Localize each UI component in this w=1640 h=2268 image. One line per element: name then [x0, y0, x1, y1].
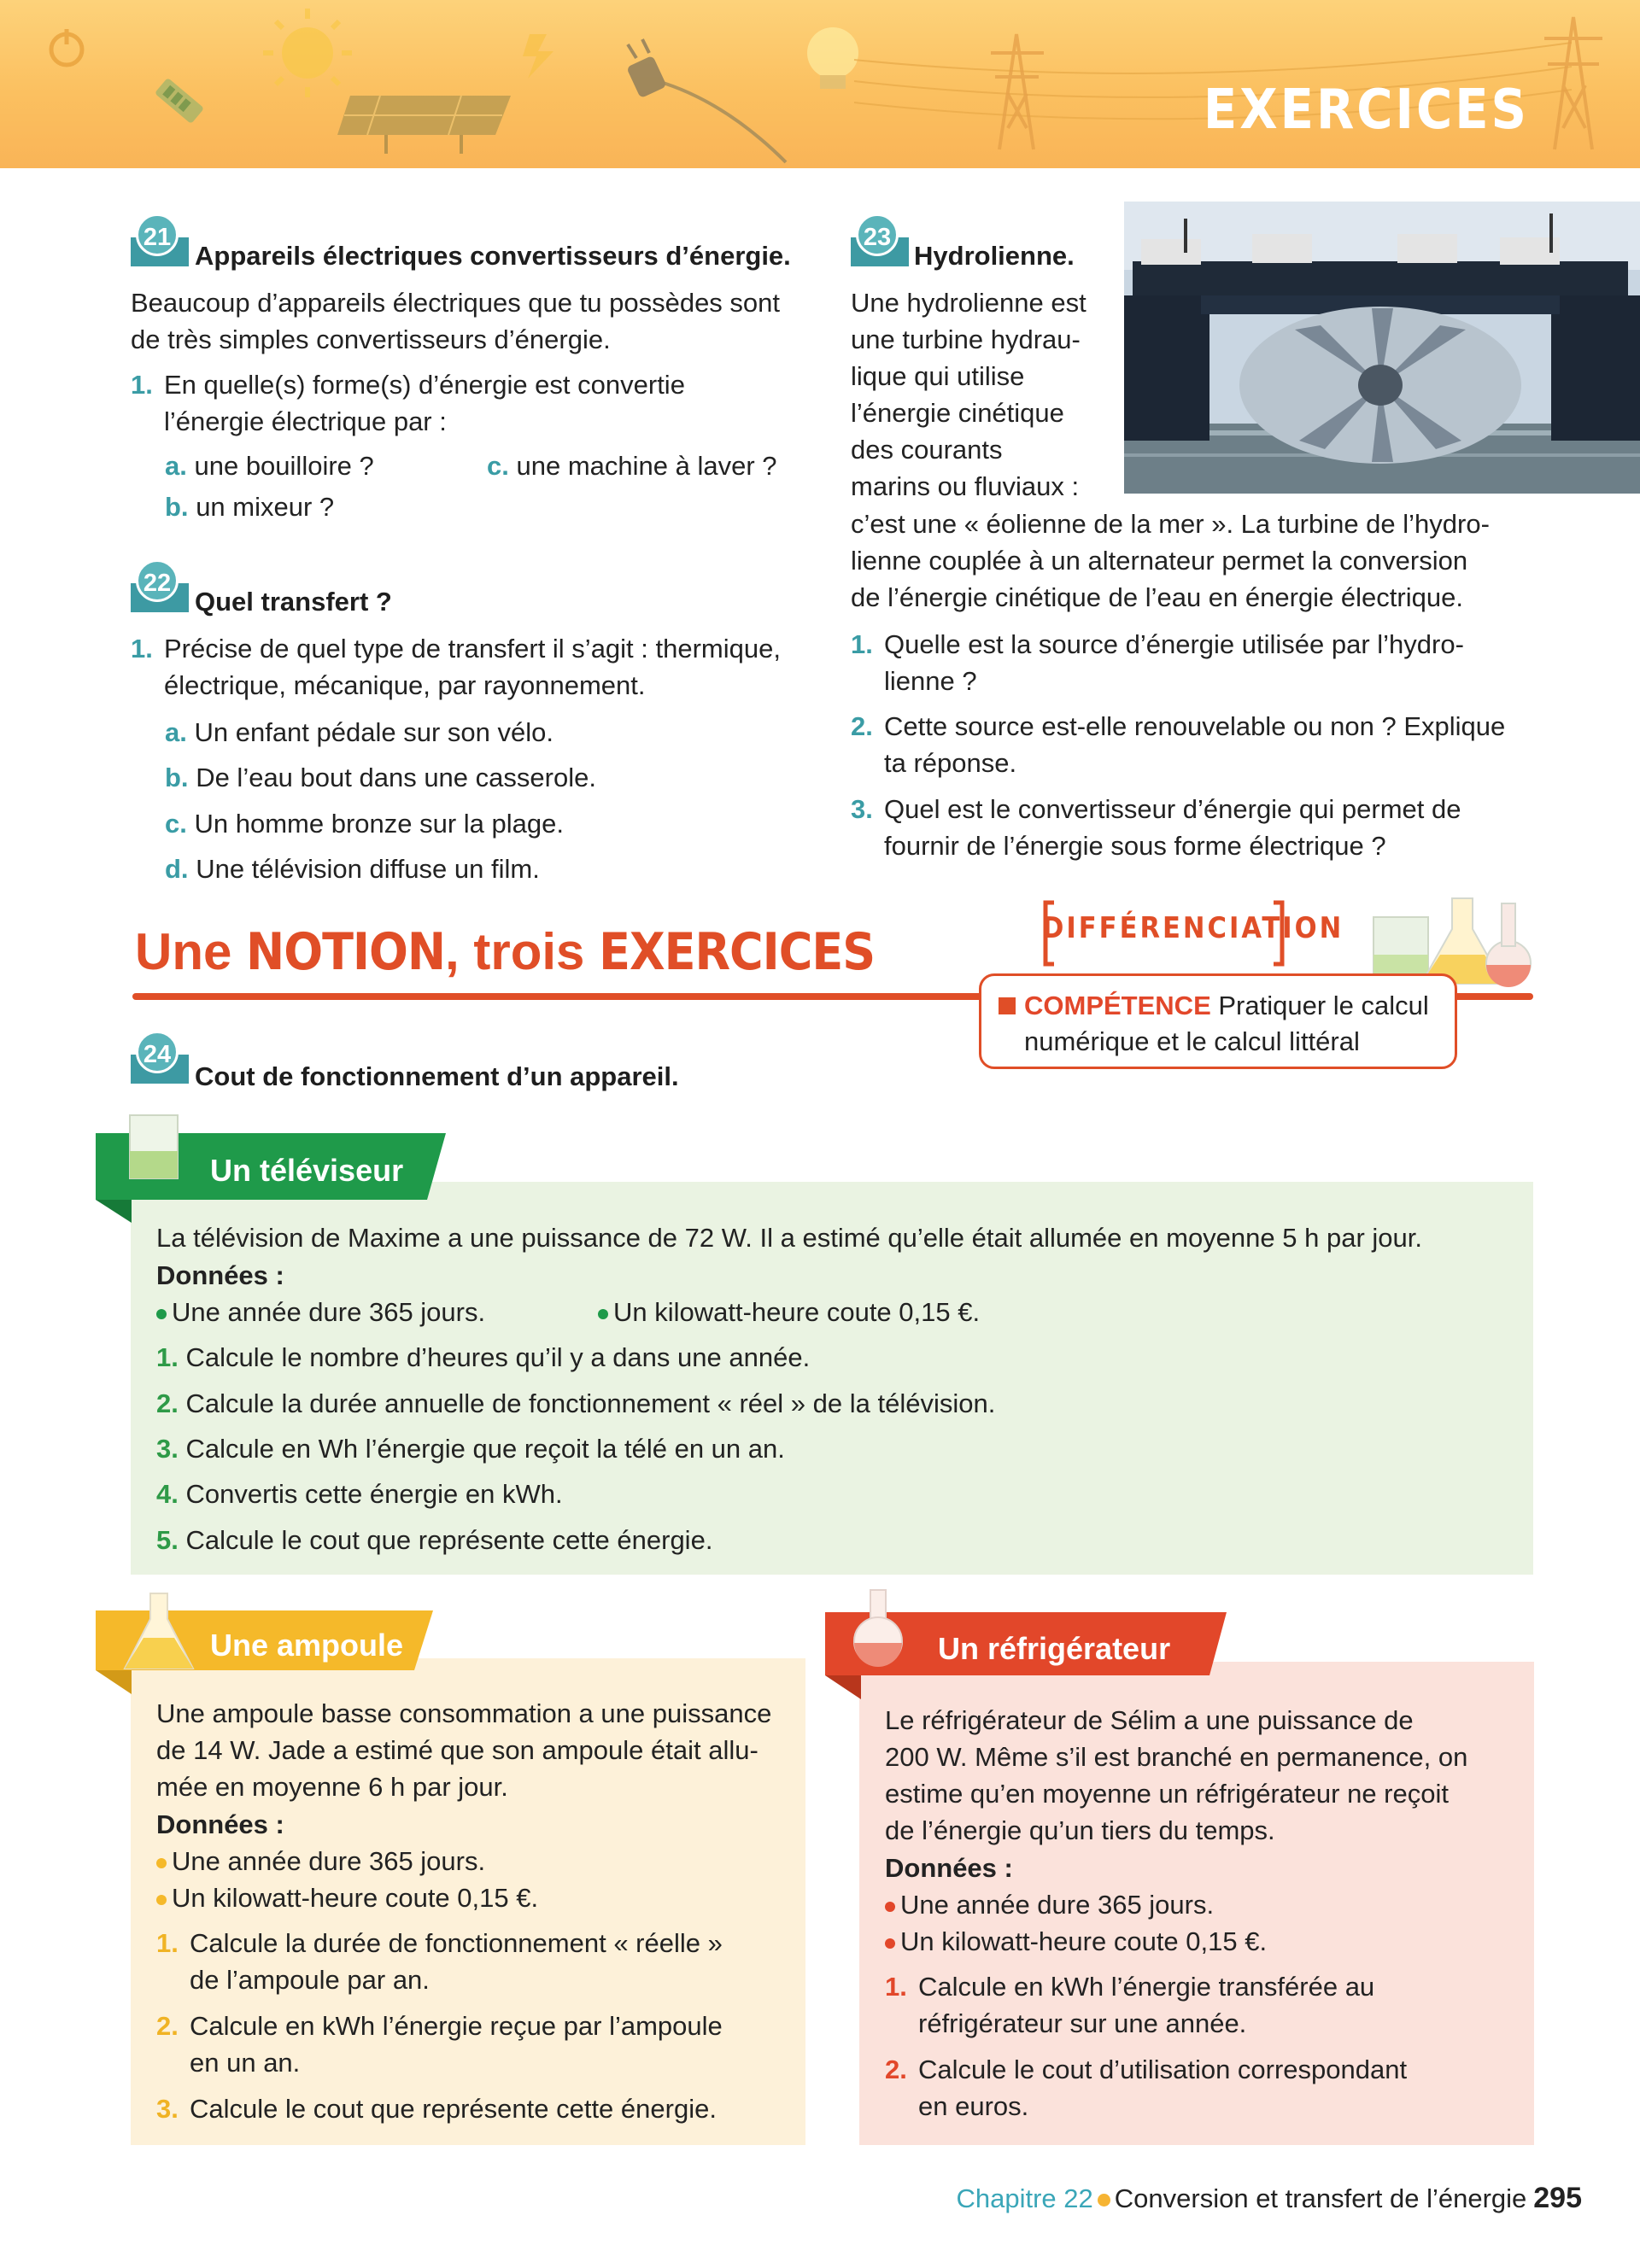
tv-data-item: Un kilowatt-heure coute 0,15 €. — [598, 1294, 980, 1330]
answer-option-c: c. Un homme bronze sur la plage. — [165, 809, 564, 839]
bulb-question-3: 3. — [156, 2094, 179, 2124]
tv-data-item: Une année dure 365 jours. — [156, 1294, 485, 1330]
exercise-number-badge: 23 — [851, 213, 905, 268]
fridge-tag-label: Un réfrigérateur — [938, 1631, 1171, 1666]
answer-option-a: a. une bouilloire ? — [165, 451, 374, 481]
tv-question-5: 5. Calcule le cout que représente cette énergie. — [156, 1525, 713, 1555]
lightning-icon — [523, 34, 554, 79]
exercise-22-question-1: 1. — [131, 634, 153, 663]
bulb-data-item: Un kilowatt-heure coute 0,15 €. — [156, 1879, 538, 1916]
chapter-label: Chapitre 22 — [956, 2183, 1093, 2213]
exercise-21-intro: Beaucoup d’appareils électriques que tu possèdes sont de très simples convertisseurs d’énergie. — [131, 288, 781, 354]
exercise-24-title: Cout de fonctionnement d’un appareil. — [195, 1061, 679, 1091]
tv-question-1: 1. Calcule le nombre d’heures qu’il y a dans une année. — [156, 1342, 811, 1372]
tv-question-2: 2. Calcule la durée annuelle de fonctionnement « réel » de la télévision. — [156, 1388, 996, 1418]
page-header — [0, 0, 1640, 168]
fridge-data-item: Un kilowatt-heure coute 0,15 €. — [885, 1923, 1267, 1960]
differentiation-label: DIFFÉRENCIATION — [1042, 899, 1286, 967]
question-text: Cette source est-elle renouvelable ou non ? Explique — [884, 711, 1506, 741]
competence-box: COMPÉTENCE Pratiquer le calcul numérique et le calcul littéral — [979, 973, 1457, 1069]
tidal-turbine-photo — [1124, 202, 1640, 494]
bulb-donnees-label: Données : — [156, 1809, 284, 1839]
plug-icon — [626, 39, 786, 162]
light-bulb-icon — [807, 27, 858, 89]
question-text: lienne ? — [884, 666, 977, 696]
tv-question-3: 3. Calcule en Wh l’énergie que reçoit la télé en un an. — [156, 1434, 785, 1464]
exercise-23-question-1: 1. — [851, 629, 873, 659]
exercise-number-badge: 22 — [131, 559, 185, 614]
competence-square-icon — [999, 997, 1016, 1014]
exercise-number-badge: 21 — [131, 213, 185, 268]
solar-panel-icon — [337, 96, 511, 154]
fridge-donnees-label: Données : — [885, 1853, 1013, 1883]
exercise-23-text: c’est une « éolienne de la mer ». La turbine de l’hydro- lienne couplée à un alternateur permet la conversion de l’énergie cinétique de l’eau en énergie électrique. — [851, 509, 1490, 612]
footer-bullet-icon — [1098, 2194, 1110, 2207]
question-text: électrique, mécanique, par rayonnement. — [164, 670, 646, 700]
battery-icon — [155, 78, 204, 124]
bulb-question-1: 1. — [156, 1928, 179, 1958]
fridge-question-2: 2. — [885, 2055, 907, 2084]
exercise-21-question-1: 1. — [131, 370, 153, 400]
exercise-21-title: Appareils électriques convertisseurs d’énergie. — [195, 241, 791, 271]
answer-option-c: c. une machine à laver ? — [487, 451, 777, 481]
fridge-intro: Le réfrigérateur de Sélim a une puissance de 200 W. Même s’il est branché en permanence, on estime qu’en moyenne un réfrigérateur ne reçoit de l’énergie qu’un tiers du temps. — [885, 1705, 1468, 1845]
answer-option-b: b. un mixeur ? — [165, 492, 335, 522]
answer-option-a: a. Un enfant pédale sur son vélo. — [165, 717, 554, 747]
exercise-number-badge: 24 — [131, 1031, 185, 1085]
beaker-icon — [126, 1112, 181, 1182]
exercise-23-intro: Une hydrolienne est une turbine hydrau- lique qui utilise l’énergie cinétique des courants marins ou fluviaux : — [851, 288, 1086, 501]
answer-option-b: b. De l’eau bout dans une casserole. — [165, 763, 596, 792]
fridge-data-item: Une année dure 365 jours. — [885, 1886, 1214, 1923]
exercise-23-question-3: 3. — [851, 794, 873, 824]
question-text: l’énergie électrique par : — [164, 406, 447, 436]
section-title: EXERCICES — [1203, 79, 1529, 142]
round-flask-icon — [848, 1587, 908, 1669]
exercise-23-title: Hydrolienne. — [914, 241, 1075, 271]
page-footer — [957, 2182, 1583, 2215]
question-text: fournir de l’énergie sous forme électrique ? — [884, 831, 1386, 861]
exercise-23-question-2: 2. — [851, 711, 873, 741]
power-icon — [51, 29, 82, 65]
sun-icon — [263, 9, 352, 97]
bulb-question-2: 2. — [156, 2011, 179, 2041]
page-number: 295 — [1533, 2182, 1582, 2214]
competence-label: COMPÉTENCE — [1024, 991, 1211, 1020]
tv-question-4: 4. Convertis cette énergie en kWh. — [156, 1479, 563, 1509]
question-text: En quelle(s) forme(s) d’énergie est convertie — [164, 370, 685, 400]
answer-option-d: d. Une télévision diffuse un film. — [165, 854, 540, 884]
tv-tag-label: Un téléviseur — [210, 1153, 404, 1188]
question-text: ta réponse. — [884, 748, 1017, 778]
question-text: Quel est le convertisseur d’énergie qui permet de — [884, 794, 1461, 824]
bulb-tag-label: Une ampoule — [210, 1628, 404, 1663]
bulb-data-item: Une année dure 365 jours. — [156, 1843, 485, 1879]
exercise-22-title: Quel transfert ? — [195, 587, 392, 617]
tv-intro: La télévision de Maxime a une puissance de 72 W. Il a estimé qu’elle était allumée en moyenne 5 h par jour. — [156, 1223, 1422, 1253]
tv-donnees-label: Données : — [156, 1260, 284, 1290]
question-text: Précise de quel type de transfert il s’agit : thermique, — [164, 634, 781, 663]
fridge-question-1: 1. — [885, 1972, 907, 2002]
notion-heading: Une NOTION, trois EXERCICES — [135, 922, 876, 982]
bulb-intro: Une ampoule basse consommation a une puissance de 14 W. Jade a estimé que son ampoule était allu- mée en moyenne 6 h par jour. — [156, 1698, 772, 1802]
chapter-title: Conversion et transfert de l’énergie — [1114, 2183, 1527, 2213]
flask-icon — [120, 1590, 196, 1672]
question-text: Quelle est la source d’énergie utilisée par l’hydro- — [884, 629, 1464, 659]
